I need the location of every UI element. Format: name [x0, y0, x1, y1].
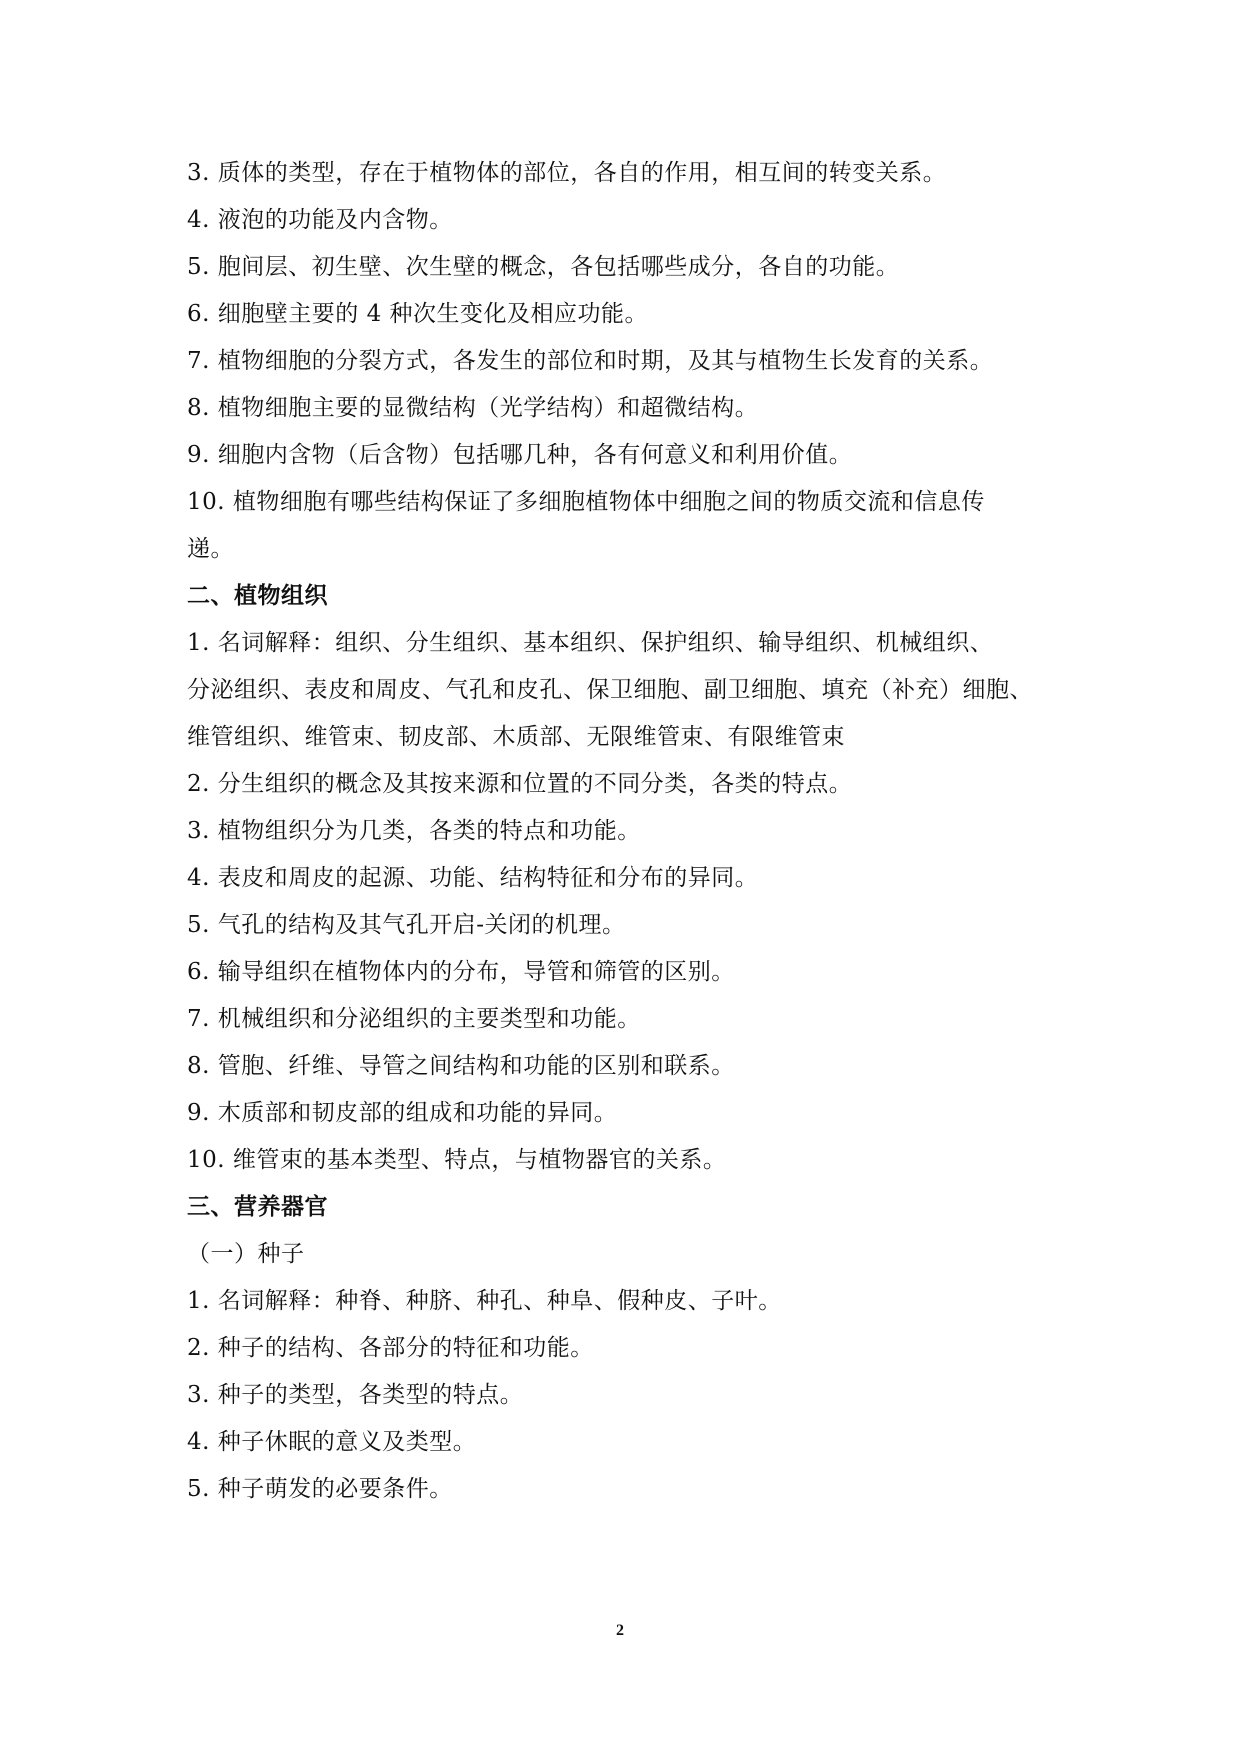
list-item: 6. 输导组织在植物体内的分布，导管和筛管的区别。 [187, 959, 735, 985]
list-item: 9. 木质部和韧皮部的组成和功能的异同。 [187, 1100, 618, 1126]
list-item: 5. 气孔的结构及其气孔开启-关闭的机理。 [187, 912, 626, 938]
list-item: 5. 胞间层、初生壁、次生壁的概念，各包括哪些成分，各自的功能。 [187, 254, 900, 280]
list-item: 10. 植物细胞有哪些结构保证了多细胞植物体中细胞之间的物质交流和信息传 [187, 489, 985, 515]
list-item-continuation: 递。 [187, 536, 234, 562]
list-item: 6. 细胞壁主要的 4 种次生变化及相应功能。 [187, 301, 649, 327]
list-item: 8. 管胞、纤维、导管之间结构和功能的区别和联系。 [187, 1053, 735, 1079]
list-item: 3. 质体的类型，存在于植物体的部位，各自的作用，相互间的转变关系。 [187, 160, 947, 186]
page-number: 2 [616, 1622, 624, 1639]
list-item: 4. 液泡的功能及内含物。 [187, 207, 453, 233]
list-item-continuation: 维管组织、维管束、韧皮部、木质部、无限维管束、有限维管束 [187, 724, 845, 750]
list-item: 3. 种子的类型，各类型的特点。 [187, 1382, 524, 1408]
list-item: 1. 名词解释：种脊、种脐、种孔、种阜、假种皮、子叶。 [187, 1288, 782, 1314]
list-item: 4. 种子休眠的意义及类型。 [187, 1429, 477, 1455]
list-item: 2. 分生组织的概念及其按来源和位置的不同分类，各类的特点。 [187, 771, 853, 797]
list-item: 7. 机械组织和分泌组织的主要类型和功能。 [187, 1006, 641, 1032]
list-item: 2. 种子的结构、各部分的特征和功能。 [187, 1335, 594, 1361]
list-item: 10. 维管束的基本类型、特点，与植物器官的关系。 [187, 1147, 727, 1173]
subsection-heading-seed: （一）种子 [187, 1241, 305, 1267]
document-body [187, 150, 1067, 1513]
list-item: 1. 名词解释：组织、分生组织、基本组织、保护组织、输导组织、机械组织、 [187, 630, 994, 656]
list-item: 8. 植物细胞主要的显微结构（光学结构）和超微结构。 [187, 395, 759, 421]
list-item: 7. 植物细胞的分裂方式，各发生的部位和时期，及其与植物生长发育的关系。 [187, 348, 994, 374]
list-item: 5. 种子萌发的必要条件。 [187, 1476, 453, 1502]
list-item: 9. 细胞内含物（后含物）包括哪几种，各有何意义和利用价值。 [187, 442, 853, 468]
list-item: 4. 表皮和周皮的起源、功能、结构特征和分布的异同。 [187, 865, 759, 891]
section-heading-plant-tissue: 二、植物组织 [187, 583, 328, 609]
list-item: 3. 植物组织分为几类，各类的特点和功能。 [187, 818, 641, 844]
section-heading-vegetative-organs: 三、营养器官 [187, 1194, 328, 1220]
list-item-continuation: 分泌组织、表皮和周皮、气孔和皮孔、保卫细胞、副卫细胞、填充（补充）细胞、 [187, 677, 1033, 703]
